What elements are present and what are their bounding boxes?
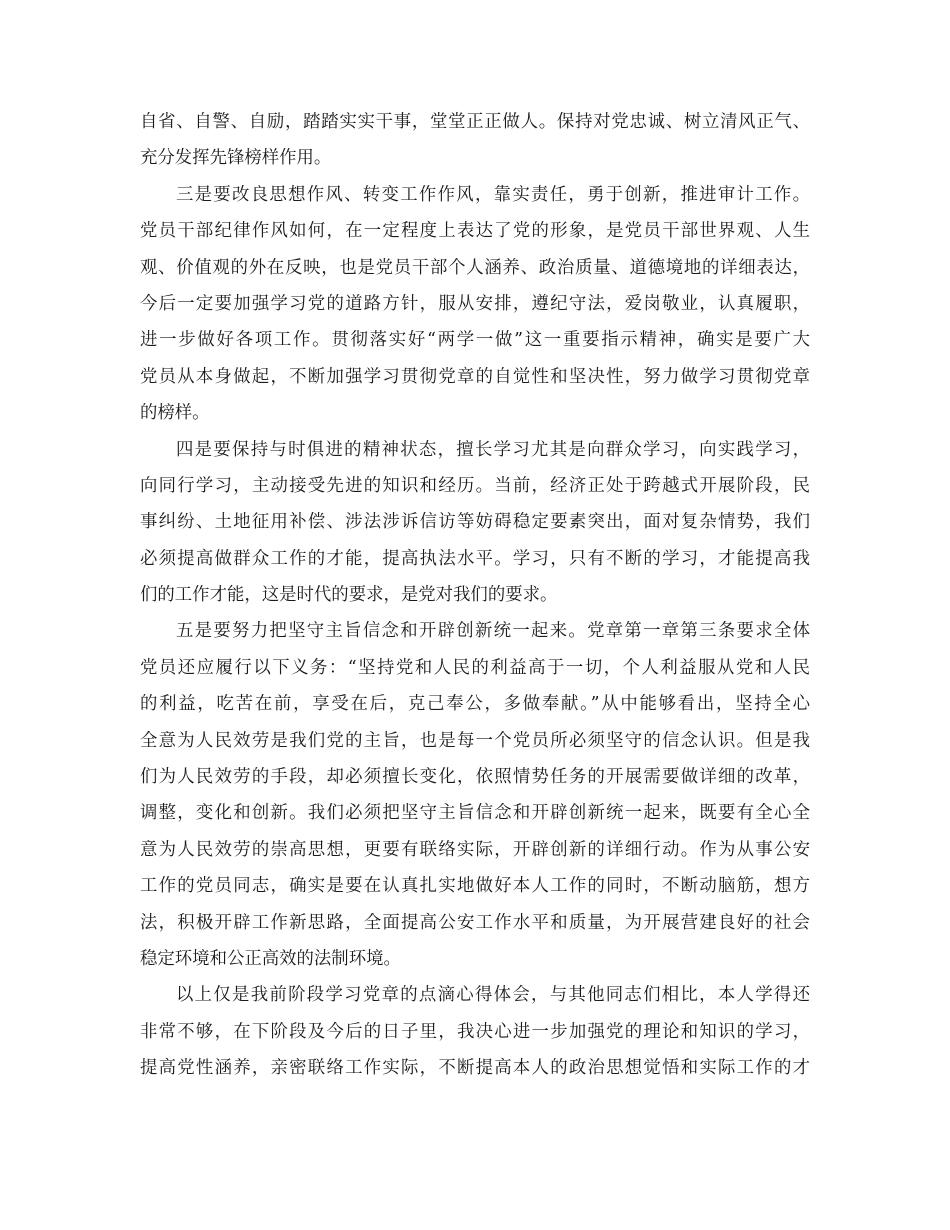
- text-line: 充分发挥先锋榜样作用。: [140, 148, 332, 169]
- text-line: 以上仅是我前阶段学习党章的点滴心得体会，与其他同志们相比，本人学得还: [176, 985, 810, 1006]
- text-line: 意为人民效劳的崇高思想，更要有联络实际，开辟创新的详细行动。作为从事公安: [140, 839, 810, 860]
- text-line: 四是要保持与时俱进的精神状态，擅长学习尤其是向群众学习，向实践学习，: [176, 439, 810, 460]
- text-line: 观、价值观的外在反映，也是党员干部个人涵养、政治质量、道德境地的详细表达，: [140, 257, 810, 278]
- text-line: 事纠纷、土地征用补偿、涉法涉诉信访等妨碍稳定要素突出，面对复杂情势，我们: [140, 512, 810, 533]
- text-line: 进一步做好各项工作。贯彻落实好“两学一做”这一重要指示精神，确实是要广大: [140, 330, 810, 351]
- text-line: 党员干部纪律作风如何，在一定程度上表达了党的形象，是党员干部世界观、人生: [140, 221, 810, 242]
- text-line: 们的工作才能，这是时代的要求，是党对我们的要求。: [140, 585, 558, 606]
- text-line: 非常不够，在下阶段及今后的日子里，我决心进一步加强党的理论和知识的学习，: [140, 1021, 810, 1042]
- text-line: 工作的党员同志，确实是要在认真扎实地做好本人工作的同时，不断动脑筋，想方: [140, 876, 810, 897]
- text-line: 的榜样。: [140, 403, 210, 424]
- text-line: 五是要努力把坚守主旨信念和开辟创新统一起来。党章第一章第三条要求全体: [176, 621, 810, 642]
- text-line: 党员从本身做起，不断加强学习贯彻党章的自觉性和坚决性，努力做学习贯彻党章: [140, 366, 810, 387]
- text-line: 全意为人民效劳是我们党的主旨，也是每一个党员所必须坚守的信念认识。但是我: [140, 730, 810, 751]
- text-line: 提高党性涵养，亲密联络工作实际，不断提高本人的政治思想觉悟和实际工作的才: [140, 1058, 810, 1079]
- text-line: 党员还应履行以下义务：“坚持党和人民的利益高于一切，个人利益服从党和人民: [140, 657, 810, 678]
- text-line: 三是要改良思想作风、转变工作作风，靠实责任，勇于创新，推进审计工作。: [176, 184, 810, 205]
- text-line: 必须提高做群众工作的才能，提高执法水平。学习，只有不断的学习，才能提高我: [140, 548, 810, 569]
- text-line: 向同行学习，主动接受先进的知识和经历。当前，经济正处于跨越式开展阶段，民: [140, 475, 810, 496]
- document-body: [140, 104, 810, 1087]
- text-line: 法，积极开辟工作新思路，全面提高公安工作水平和质量，为开展营建良好的社会: [140, 912, 810, 933]
- text-line: 稳定环境和公正高效的法制环境。: [140, 948, 401, 969]
- text-line: 自省、自警、自励，踏踏实实干事，堂堂正正做人。保持对党忠诚、树立清风正气、: [140, 112, 810, 132]
- text-line: 们为人民效劳的手段，却必须擅长变化，依照情势任务的开展需要做详细的改革，: [140, 767, 810, 788]
- text-line: 的利益，吃苦在前，享受在后，克己奉公，多做奉献。”从中能够看出，坚持全心: [140, 694, 810, 715]
- text-line: 今后一定要加强学习党的道路方针，服从安排，遵纪守法，爱岗敬业，认真履职，: [140, 293, 810, 314]
- text-line: 调整，变化和创新。我们必须把坚守主旨信念和开辟创新统一起来，既要有全心全: [140, 803, 810, 824]
